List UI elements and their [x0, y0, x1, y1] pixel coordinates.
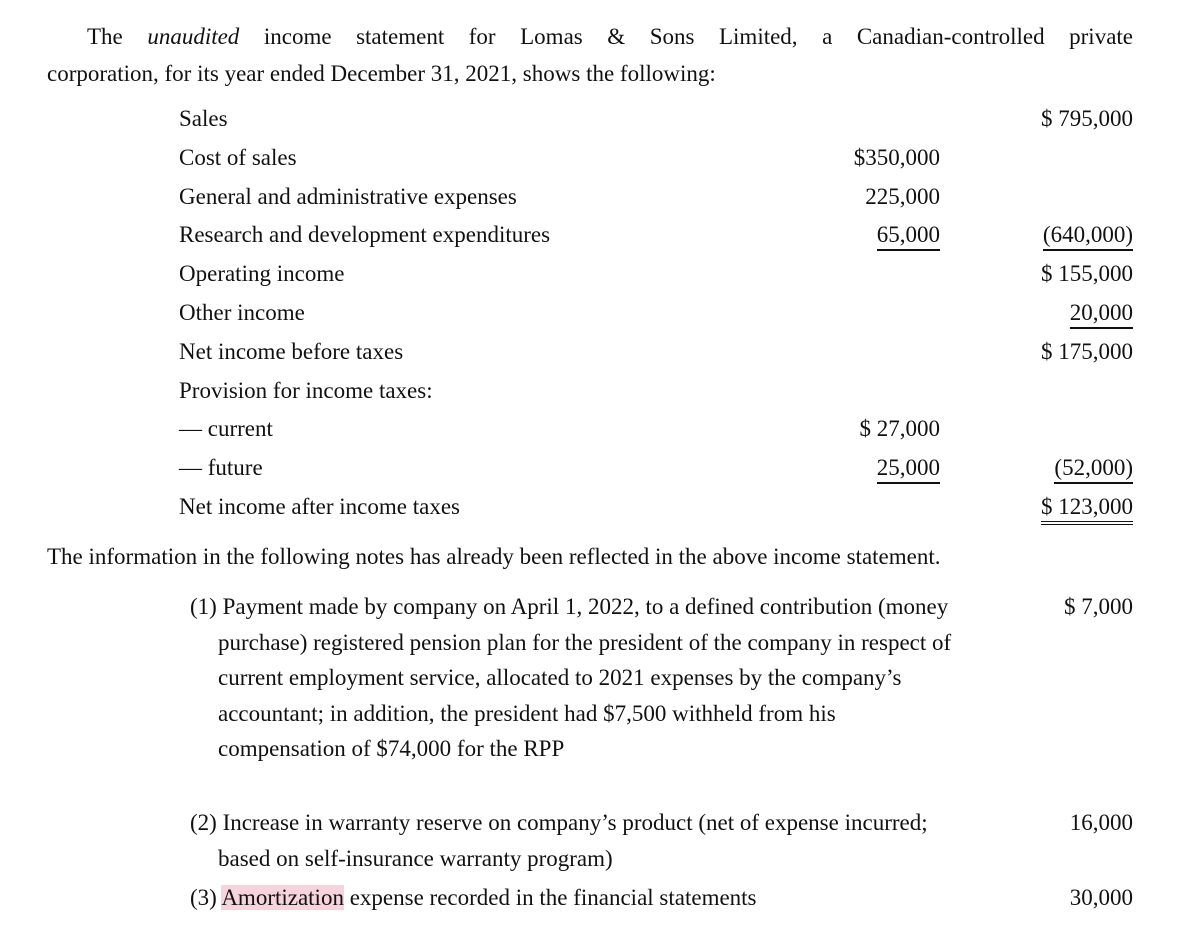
row-label: General and administrative expenses [179, 183, 517, 209]
row-amount: 65,000 [877, 221, 940, 251]
row-label: — future [179, 455, 263, 481]
row-label: — current [179, 416, 273, 442]
row-label: Sales [179, 106, 228, 131]
row-label: Provision for income taxes: [179, 377, 433, 403]
row-total: (52,000) [1054, 454, 1133, 484]
row-label: Research and development expenditures [179, 222, 551, 248]
row-label: Other income [179, 299, 305, 325]
note-amount: 16,000 [1069, 810, 1133, 835]
intro-line-1: The unaudited income statement for Lomas & Sons Limited, a Canadian-controlled private [87, 24, 1134, 49]
intro-paragraph [47, 18, 1133, 92]
note-amount: 30,000 [1069, 885, 1133, 910]
row-amount: 25,000 [877, 454, 940, 484]
note-2 [190, 805, 1133, 876]
note-1 [190, 589, 1133, 767]
note-3 [190, 880, 1133, 916]
note-text: (1) Payment made by company on April 1, 2022, to a defined contribution (money purchase) registered pension plan for the president of the company in respect of current employment service, allocated to 2021 expenses by the company’s accountant; in addition, the president had $7,500 withheld from his compensation of $74,000 for the RPP [190, 594, 952, 761]
note-text: (2) Increase in warranty reserve on company’s product (net of expense incurred; based on self-insurance warranty program) [190, 810, 928, 871]
emphasis-unaudited: unaudited [147, 24, 240, 49]
note-text: (3) Amortization expense recorded in the financial statements [190, 885, 757, 910]
row-label: Cost of sales [179, 144, 297, 170]
row-other-income [179, 294, 1133, 333]
row-gna [179, 178, 1133, 217]
notes-intro: The information in the following notes has already been reflected in the above income statement. [47, 544, 941, 569]
row-label: Net income before taxes [179, 338, 404, 364]
note-amount: $ 7,000 [1064, 594, 1133, 619]
row-rnd [179, 216, 1133, 255]
row-cost-of-sales [179, 139, 1133, 178]
row-operating-income [179, 255, 1133, 294]
row-total: 20,000 [1070, 299, 1133, 329]
row-label: Net income after income taxes [179, 493, 460, 519]
row-total: $ 175,000 [1041, 338, 1133, 364]
row-total: $ 795,000 [1041, 106, 1133, 131]
intro-line-2: corporation, for its year ended December 31, 2021, shows the following: [47, 61, 716, 86]
row-amount: $350,000 [853, 144, 940, 170]
row-net-income-after-taxes [179, 488, 1133, 527]
row-total: $ 123,000 [1041, 493, 1133, 525]
row-current [179, 410, 1133, 449]
row-amount: $ 27,000 [859, 416, 940, 442]
income-statement [179, 100, 1133, 527]
row-total: (640,000) [1043, 221, 1133, 251]
row-total: $ 155,000 [1041, 261, 1133, 287]
highlighted-term: Amortization [221, 885, 344, 910]
row-amount: 225,000 [865, 183, 940, 209]
row-sales [179, 100, 1133, 139]
row-future [179, 449, 1133, 488]
row-label: Operating income [179, 261, 345, 287]
row-provision [179, 372, 1133, 411]
row-net-income-before-taxes [179, 333, 1133, 372]
